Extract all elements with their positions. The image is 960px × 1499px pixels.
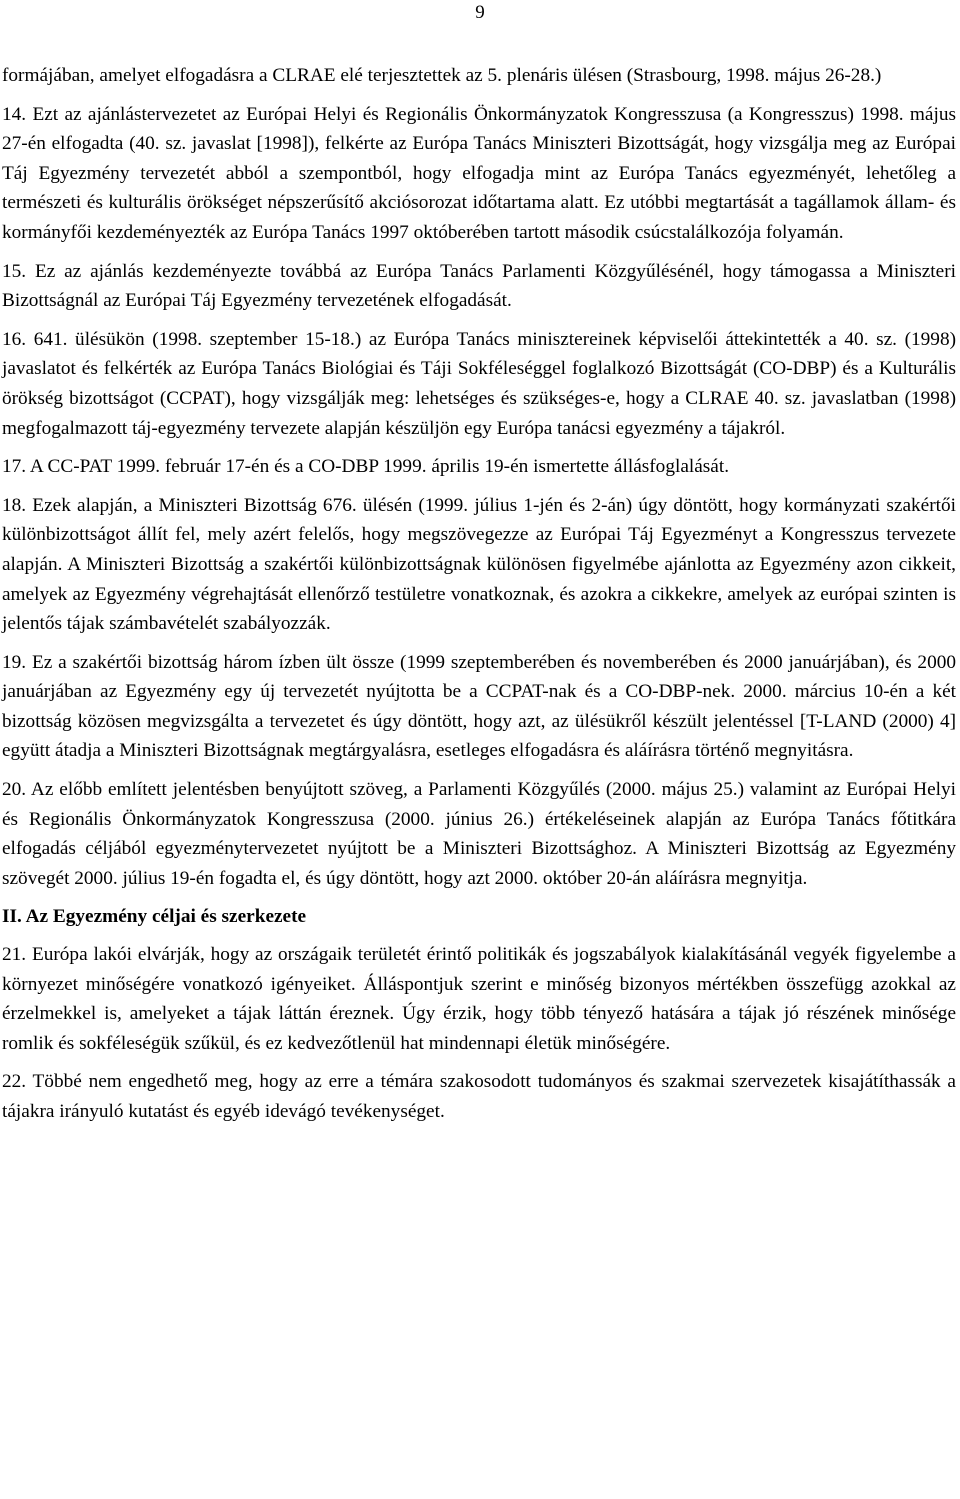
paragraph-21: 21. Európa lakói elvárják, hogy az országaik területét érintő politikák és jogszabályok kialakításánál vegyék figyelembe a környezet minőségére vonatkozó igényeiket. Álláspontjuk szerint e minőség bizonyos mértékben összefügg azokkal az érzelmekkel is, amelyeket a tájak láttán éreznek. Úgy érzik, hogy több tényező hatására a tájak jó részének minősége romlik és sokféleségük szűkül, és ez kedvezőtlenül hat mindennapi életük minőségére. [2, 944, 956, 1054]
paragraph-16: 16. 641. ülésükön (1998. szeptember 15-18.) az Európa Tanács minisztereinek képviselői áttekintették a 40. sz. (1998) javaslatot és felkérték az Európa Tanács Biológiai és Táji Sokféleséggel foglalkozó Bizottságát (CO-DBP) és a Kulturális örökség bizottságot (CCPAT), hogy vizsgálják meg: lehetséges és szükséges-e, hogy a CLRAE 40. sz. javaslatban (1998) megfogalmazott táj-egyezmény tervezete alapján készüljön egy Európa tanácsi egyezmény a tájakról. [2, 328, 956, 439]
document-body [2, 61, 956, 1136]
paragraph-22: 22. Többé nem engedhető meg, hogy az erre a témára szakosodott tudományos és szakmai szervezetek kisajátíthassák a tájakra irányuló kutatást és egyéb idevágó tevékenységet. [2, 1071, 956, 1122]
paragraph-20: 20. Az előbb említett jelentésben benyújtott szöveg, a Parlamenti Közgyűlés (2000. május 25.) valamint az Európai Helyi és Regionális Önkormányzatok Kongresszusa (2000. június 26.) értékeléseinek alapján az Európa Tanács főtitkára elfogadás céljából egyezménytervezetet nyújtott be a Miniszteri Bizottsághoz. A Miniszteri Bizottság az Egyezmény szövegét 2000. július 19-én fogadta el, és úgy döntött, hogy azt 2000. október 20-án aláírásra megnyitja. [2, 779, 956, 889]
paragraph-14: 14. Ezt az ajánlástervezetet az Európai Helyi és Regionális Önkormányzatok Kongresszusa (a Kongresszus) 1998. május 27-én elfogadta (40. sz. javaslat [1998]), felkérte az Európa Tanács Miniszteri Bizottságát, hogy vizsgálja meg az Európai Táj Egyezmény tervezetét abból a szempontból, hogy elfogadja mint az Európa Tanács egyezményét, lehetőleg a természeti és kulturális örökséget népszerűsítő akciósorozat időtartama alatt. Ez utóbbi megtartását a tagállamok állam- és kormányfői kezdeményezték az Európa Tanács 1997 októberében tartott második csúcstalálkozója folyamán. [2, 103, 956, 243]
paragraph-18: 18. Ezek alapján, a Miniszteri Bizottság 676. ülésén (1999. július 1-jén és 2-án) úgy döntött, hogy kormányzati szakértői különbizottságot állít fel, mely azért felelős, hogy megszövegezze az Európai Táj Egyezményt a Kongresszus tervezete alapján. A Miniszteri Bizottság a szakértői különbizottságnak különösen figyelmébe ajánlotta az Egyezmény azon cikkeit, amelyek az Egyezmény végrehajtását ellenőrző testületre vonatkoznak, és azokra a cikkekre, amelyek az európai szinten is jelentős tájak számbavételét szabályozzák. [2, 494, 956, 635]
paragraph-continuation: formájában, amelyet elfogadásra a CLRAE elé terjesztettek az 5. plenáris ülésen (Strasbourg, 1998. május 26-28.) [2, 65, 882, 86]
section-heading: II. Az Egyezmény céljai és szerkezete [2, 906, 307, 928]
paragraph-17: 17. A CC-PAT 1999. február 17-én és a CO-DBP 1999. április 19-én ismertette állásfoglalását. [2, 456, 730, 478]
paragraph-15: 15. Ez az ajánlás kezdeményezte továbbá az Európa Tanács Parlamenti Közgyűlésénél, hogy támogassa a Miniszteri Bizottságnál az Európai Táj Egyezmény tervezetének elfogadását. [2, 260, 956, 312]
paragraph-19: 19. Ez a szakértői bizottság három ízben ült össze (1999 szeptemberében és novemberében és 2000 januárjában), és 2000 januárjában az Egyezmény egy új tervezetét nyújtotta be a CCPAT-nak és a CO-DBP-nek. 2000. március 10-én a két bizottság közösen megvizsgálta a tervezetet és úgy döntött, hogy azt, az ülésükről készült jelentéssel [T-LAND (2000) 4] együtt átadja a Miniszteri Bizottságnak megtárgyalásra, esetleges elfogadásra és aláírásra történő megnyitásra. [2, 651, 956, 762]
page-number: 9 [475, 2, 485, 23]
